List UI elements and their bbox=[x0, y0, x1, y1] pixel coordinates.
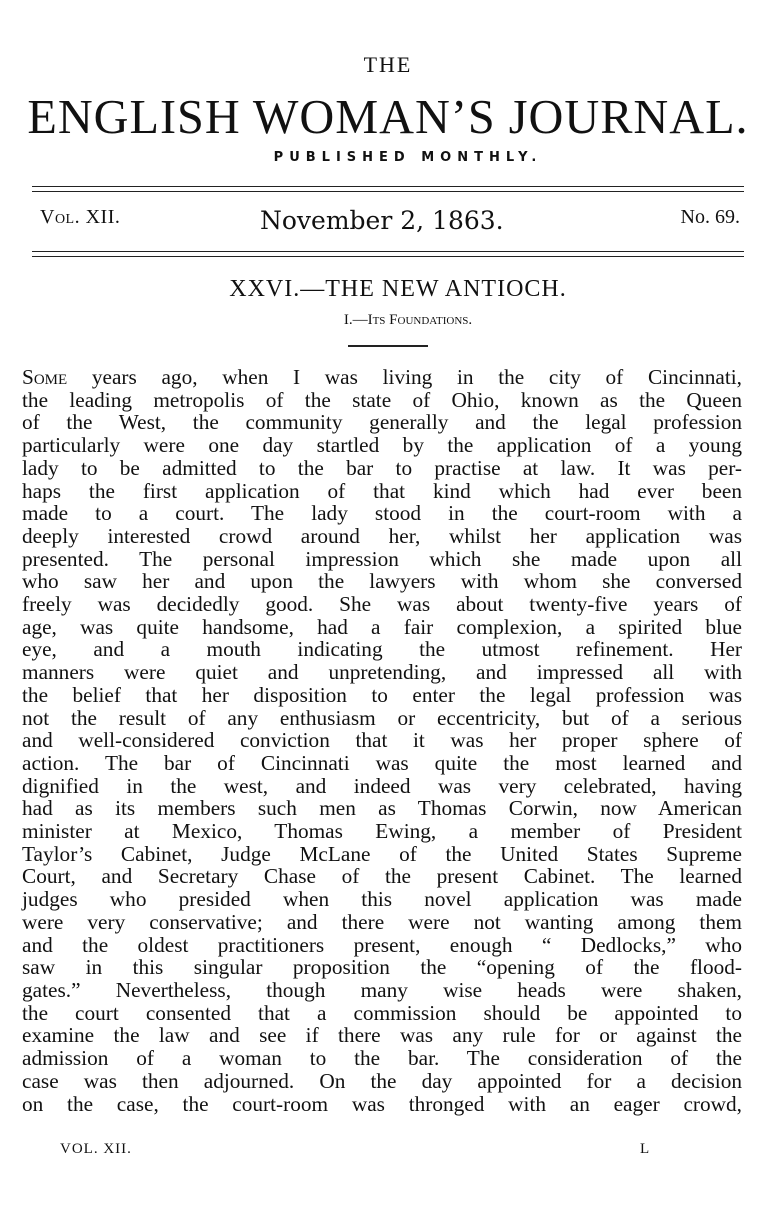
body-line: dignified in the west, and indeed was very celebrated, having bbox=[22, 773, 742, 798]
journal-title: ENGLISH WOMAN’S JOURNAL. bbox=[27, 89, 749, 144]
article-body bbox=[22, 366, 742, 1115]
top-double-rule-upper bbox=[32, 186, 744, 187]
footer-volume: VOL. XII. bbox=[60, 1141, 132, 1157]
body-line: minister at Mexico, Thomas Ewing, a member of President bbox=[22, 819, 742, 844]
drop-word: Some bbox=[22, 365, 68, 389]
footer-signature-mark: L bbox=[640, 1141, 650, 1157]
body-line: gates.” Nevertheless, though many wise heads were shaken, bbox=[22, 977, 742, 1002]
body-line: freely was decidedly good. She was about twenty-five years of bbox=[22, 592, 742, 617]
body-line: on the case, the court-room was thronged with an eager crowd, bbox=[22, 1091, 742, 1116]
body-line: not the result of any enthusiasm or eccentricity, but of a serious bbox=[22, 705, 742, 730]
body-line-text: years ago, when I was living in the city of Cincinnati, bbox=[67, 365, 742, 389]
body-line: of the West, the community generally and the legal profession bbox=[22, 410, 742, 435]
bottom-double-rule-upper bbox=[32, 251, 744, 252]
body-line: judges who presided when this novel application was made bbox=[22, 887, 742, 912]
masthead-article: THE bbox=[363, 52, 413, 77]
issue-date: November 2, 1863. bbox=[260, 206, 504, 235]
section-divider bbox=[348, 345, 428, 347]
issue-volume: Vol. XII. bbox=[40, 206, 121, 228]
body-line: eye, and a mouth indicating the utmost refinement. Her bbox=[22, 637, 742, 662]
body-line: admission of a woman to the bar. The consideration of the bbox=[22, 1046, 742, 1071]
body-line: Court, and Secretary Chase of the present Cabinet. The learned bbox=[22, 864, 742, 889]
page-footer bbox=[60, 1141, 660, 1163]
body-line: deeply interested crowd around her, whilst her application was bbox=[22, 523, 742, 548]
body-line: Taylor’s Cabinet, Judge McLane of the United States Supreme bbox=[22, 841, 742, 866]
body-line: case was then adjourned. On the day appointed for a decision bbox=[22, 1068, 742, 1093]
body-line: who saw her and upon the lawyers with whom she conversed bbox=[22, 569, 742, 594]
body-line: age, was quite handsome, had a fair complexion, a spirited blue bbox=[22, 614, 742, 639]
top-double-rule-lower bbox=[32, 191, 744, 192]
body-line: examine the law and see if there was any rule for or against the bbox=[22, 1023, 742, 1048]
body-line: action. The bar of Cincinnati was quite the most learned and bbox=[22, 750, 742, 775]
body-line: made to a court. The lady stood in the court-room with a bbox=[22, 501, 742, 526]
body-line: and the oldest practitioners present, enough “ Dedlocks,” who bbox=[22, 932, 742, 957]
body-line: the court consented that a commission should be appointed to bbox=[22, 1000, 742, 1025]
body-line: presented. The personal impression which she made upon all bbox=[22, 546, 742, 571]
body-line: had as its members such men as Thomas Corwin, now American bbox=[22, 796, 742, 821]
issue-number: No. 69. bbox=[680, 206, 740, 228]
body-line: and well-considered conviction that it was her proper sphere of bbox=[22, 728, 742, 753]
body-line: lady to be admitted to the bar to practise at law. It was per- bbox=[22, 455, 742, 480]
body-line bbox=[22, 366, 742, 389]
body-line: the leading metropolis of the state of Ohio, known as the Queen bbox=[22, 387, 742, 412]
journal-subtitle: PUBLISHED MONTHLY. bbox=[273, 150, 543, 165]
body-line: were very conservative; and there were not wanting among them bbox=[22, 909, 742, 934]
body-line: the belief that her disposition to enter the legal profession was bbox=[22, 682, 742, 707]
body-line: saw in this singular proposition the “opening of the flood- bbox=[22, 955, 742, 980]
body-line: particularly were one day startled by the application of a young bbox=[22, 433, 742, 458]
article-subtitle: I.—Its Foundations. bbox=[343, 312, 473, 328]
body-line: manners were quiet and unpretending, and impressed all with bbox=[22, 660, 742, 685]
bottom-double-rule-lower bbox=[32, 256, 744, 257]
article-title: XXVI.—THE NEW ANTIOCH. bbox=[229, 276, 567, 302]
issue-info-row bbox=[40, 206, 740, 236]
body-line: haps the first application of that kind which had ever been bbox=[22, 478, 742, 503]
